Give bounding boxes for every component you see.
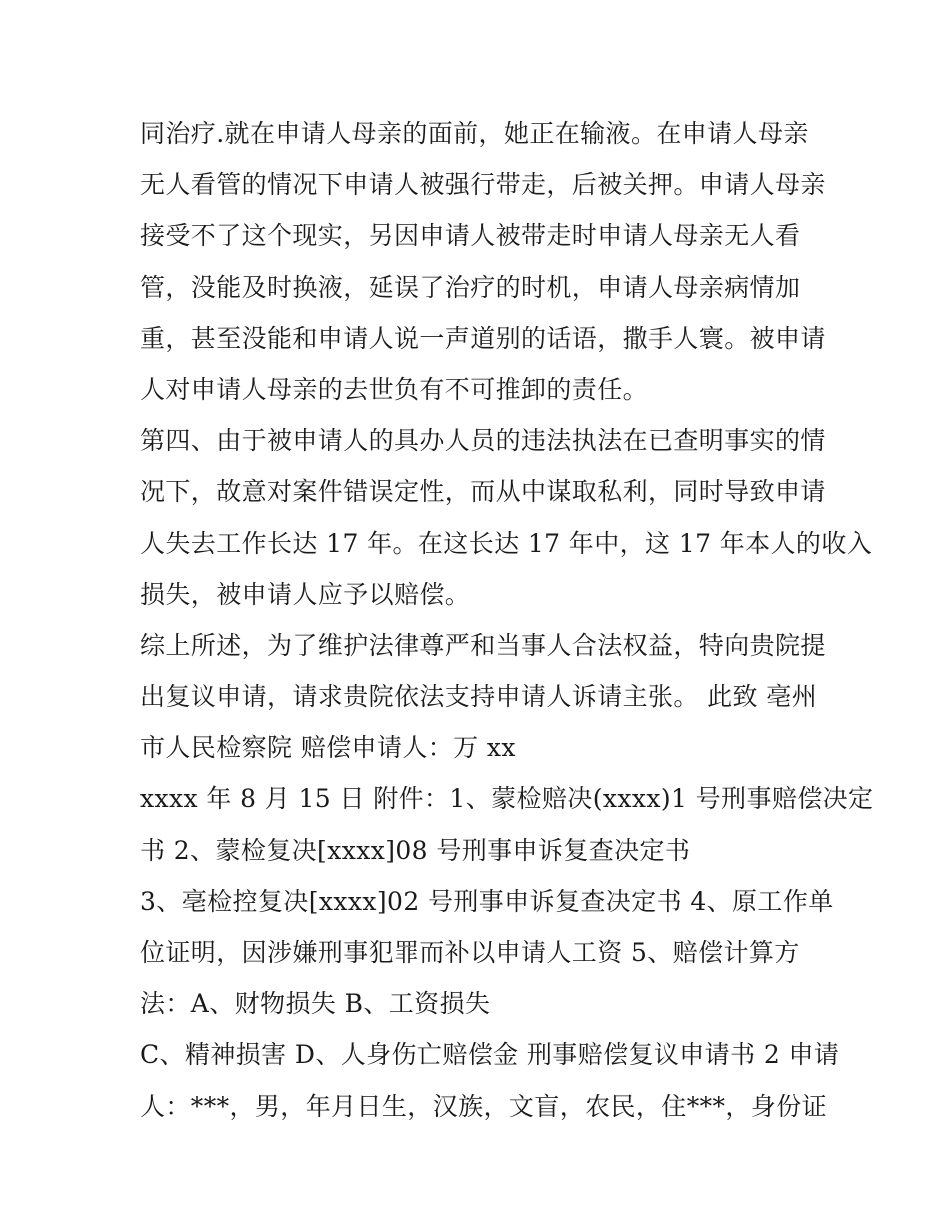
text-line: 3、亳检控复决[xxxx]02 号刑事申诉复查决定书 4、原工作单	[140, 886, 834, 916]
text-line: 市人民检察院 赔偿申请人：万 xx	[140, 733, 516, 763]
text-line: C、精神损害 D、人身伤亡赔偿金 刑事赔偿复议申请书 2 申请	[140, 1040, 840, 1070]
text-line: 管，没能及时换液，延误了治疗的时机，申请人母亲病情加	[140, 272, 801, 302]
text-line: 人：***，男，年月日生，汉族，文盲，农民，住***，身份证	[140, 1091, 828, 1121]
text-line: 无人看管的情况下申请人被强行带走，后被关押。申请人母亲	[140, 170, 826, 200]
text-line: 出复议申请，请求贵院依法支持申请人诉请主张。 此致 亳州	[140, 682, 818, 712]
text-line: 人失去工作长达 17 年。在这长达 17 年中，这 17 年本人的收入	[140, 528, 873, 558]
text-line: 综上所述，为了维护法律尊严和当事人合法权益，特向贵院提	[140, 630, 826, 660]
text-line: 损失，被申请人应予以赔偿。	[140, 579, 471, 609]
text-line: 重，甚至没能和申请人说一声道别的话语，撒手人寰。被申请	[140, 323, 826, 353]
text-line: 第四、由于被申请人的具办人员的违法执法在已查明事实的情	[140, 426, 826, 456]
document-body	[140, 108, 874, 1132]
text-line: 同治疗.就在申请人母亲的面前，她正在输液。在申请人母亲	[140, 119, 809, 148]
text-line: 位证明，因涉嫌刑事犯罪而补以申请人工资 5、赔偿计算方	[140, 938, 800, 967]
text-line: 接受不了这个现实，另因申请人被带走时申请人母亲无人看	[140, 221, 801, 251]
text-line: 书 2、蒙检复决[xxxx]08 号刑事申诉复查决定书	[140, 835, 691, 865]
text-line: 人对申请人母亲的去世负有不可推卸的责任。	[140, 374, 649, 404]
text-line: xxxx 年 8 月 15 日 附件：1、蒙检赔决(xxxx)1 号刑事赔偿决定	[140, 784, 874, 814]
text-line: 法：A、财物损失 B、工资损失	[140, 989, 491, 1019]
text-line: 况下，故意对案件错误定性，而从中谋取私利，同时导致申请	[140, 477, 826, 507]
